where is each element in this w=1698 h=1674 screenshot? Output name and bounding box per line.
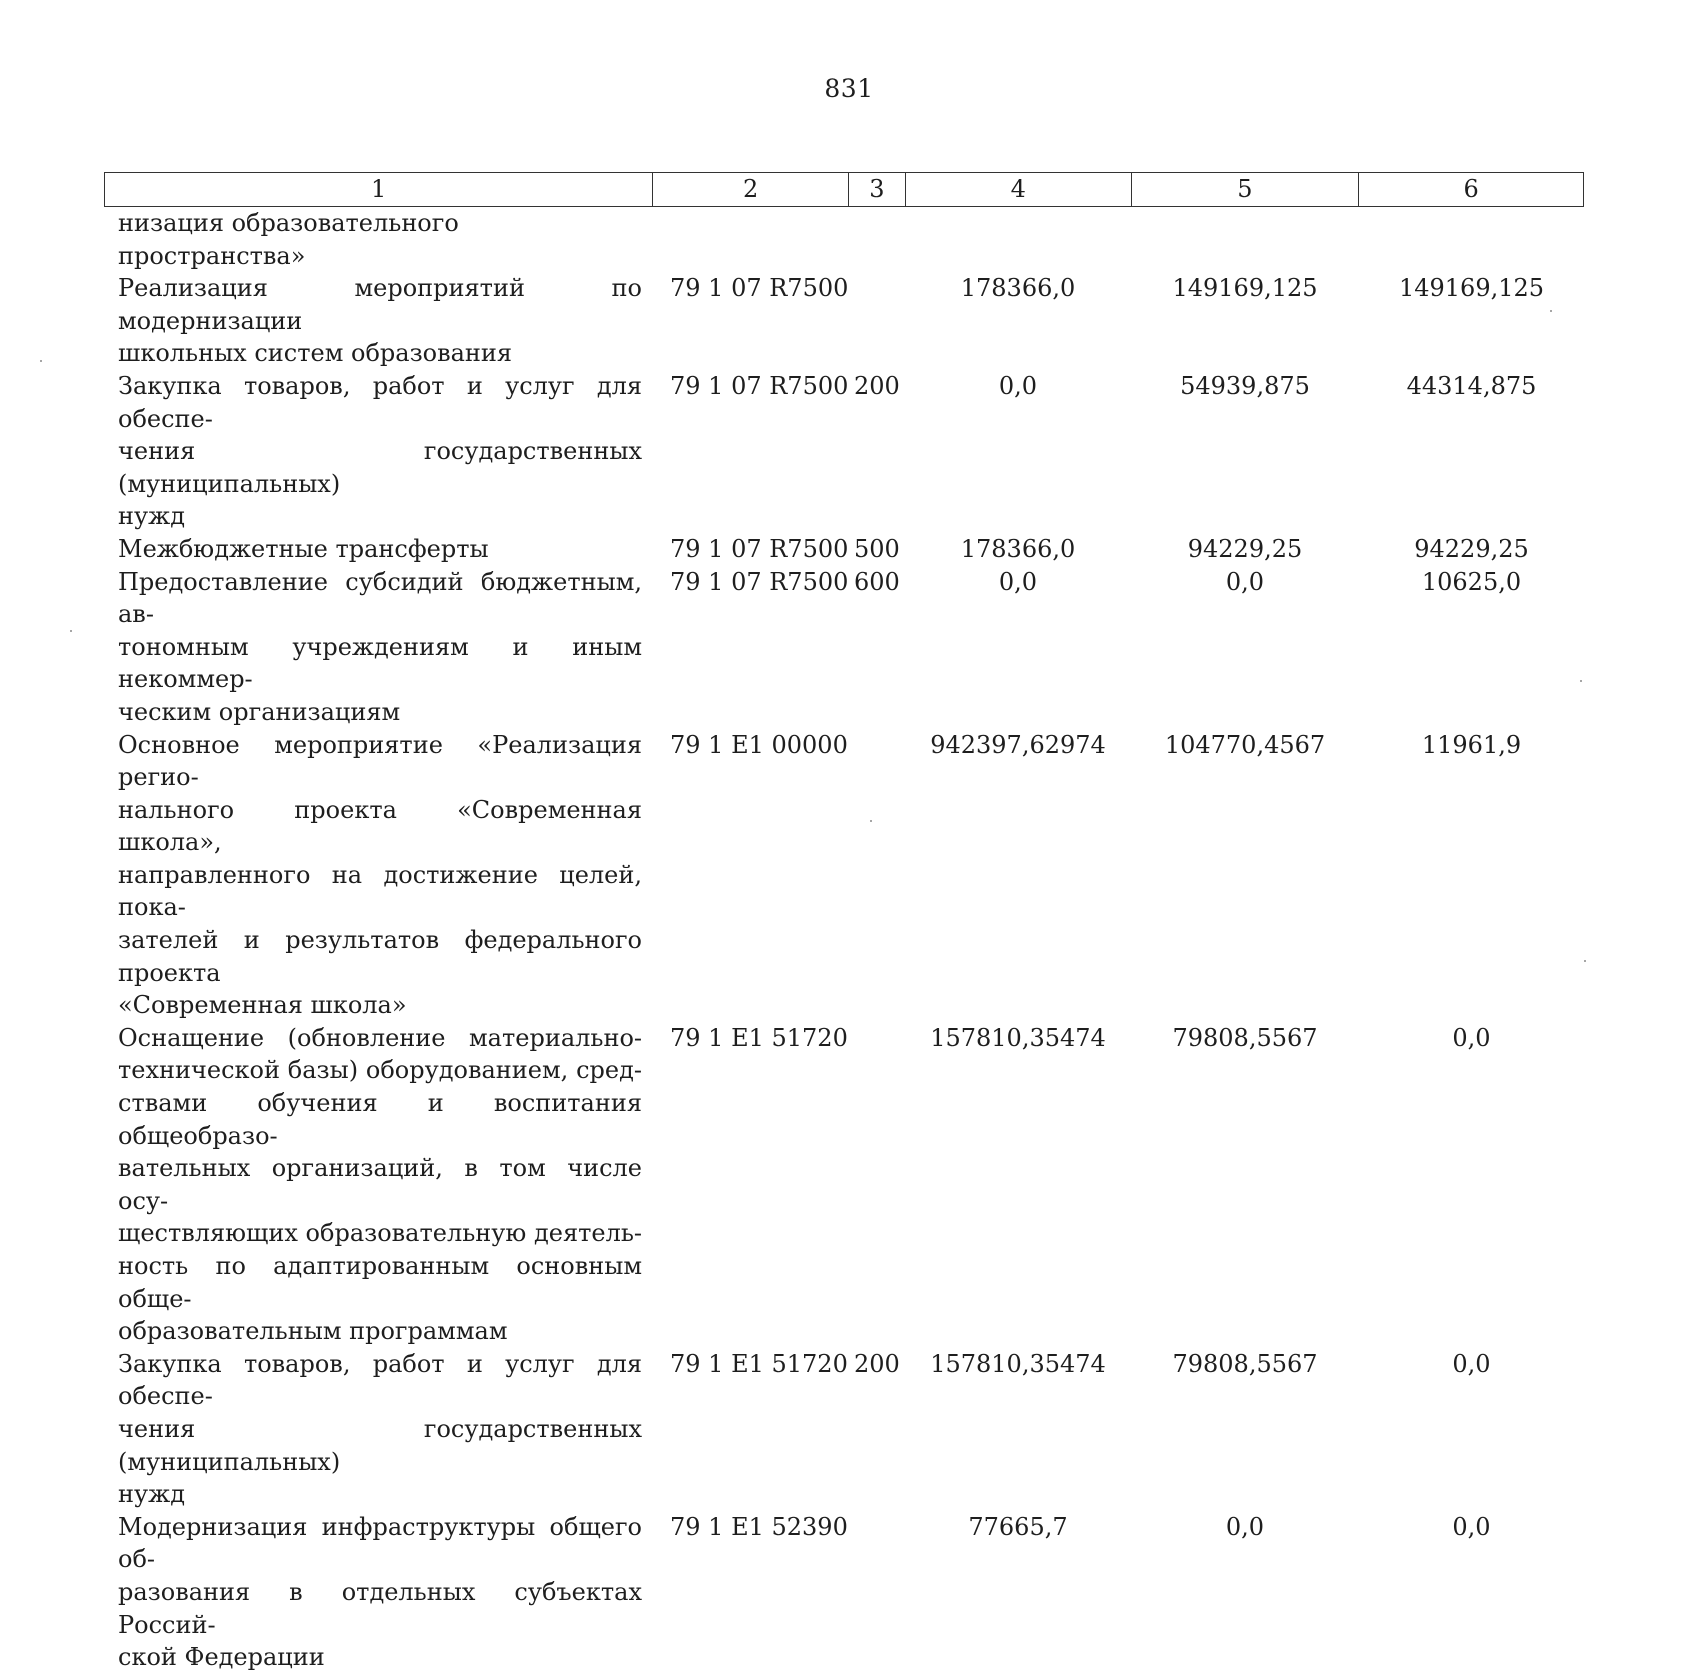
table-row (104, 1511, 1584, 1674)
row-value-col4: 77665,7 (968, 1512, 1068, 1541)
row-value-col6: 11961,9 (1421, 730, 1522, 759)
description-line: тономным учреждениям и иным некоммер- (118, 632, 642, 694)
row-description (104, 272, 652, 370)
row-code: 79 1 07 R7500 (670, 567, 849, 596)
row-expense-type (848, 1511, 905, 1674)
description-line: Предоставление субсидий бюджетным, ав- (118, 567, 642, 629)
row-value-col6: 0,0 (1452, 1023, 1491, 1052)
row-value-col4: 178366,0 (960, 274, 1076, 303)
header-col-4: 4 (905, 173, 1131, 206)
row-code: 79 1 07 R7500 (670, 534, 849, 563)
row-code: 79 1 E1 52390 (670, 1512, 848, 1541)
description-line: нального проекта «Современная школа», (118, 795, 642, 857)
row-description (104, 207, 652, 272)
row-code (652, 207, 848, 272)
table-row (104, 729, 1584, 1022)
description-line: ской Федерации (118, 1643, 325, 1672)
scan-speck (70, 630, 72, 632)
table-row (104, 207, 1584, 272)
row-value-col5 (1131, 207, 1359, 272)
description-line: ность по адаптированным основным обще- (118, 1252, 642, 1313)
row-value-col6: 44314,875 (1406, 371, 1537, 400)
row-description (104, 566, 652, 729)
row-description (104, 1022, 652, 1348)
row-value-col5: 149169,125 (1172, 274, 1318, 303)
description-line: Закупка товаров, работ и услуг для обеспе- (118, 1349, 642, 1411)
description-line: Межбюджетные трансферты (118, 534, 489, 563)
scan-speck (40, 360, 42, 362)
description-line: ществляющих образовательную деятель- (118, 1219, 642, 1248)
description-line: Модернизация инфраструктуры общего об- (118, 1512, 642, 1574)
description-line: разования в отдельных субъектах Россий- (118, 1577, 642, 1639)
description-line: зателей и результатов федерального проекта (118, 926, 642, 987)
row-code: 79 1 E1 00000 (670, 730, 848, 759)
table-header-row (104, 172, 1584, 207)
header-col-6: 6 (1358, 173, 1583, 206)
header-col-1: 1 (370, 175, 387, 203)
row-expense-type: 200 (854, 371, 900, 400)
description-line: Основное мероприятие «Реализация регио- (118, 730, 642, 792)
row-expense-type: 200 (854, 1349, 900, 1378)
row-description (104, 729, 652, 1022)
row-value-col4: 0,0 (998, 567, 1038, 596)
row-description (104, 370, 652, 533)
table-row (104, 1022, 1584, 1348)
row-expense-type (848, 729, 905, 1022)
row-code: 79 1 E1 51720 (670, 1349, 848, 1378)
table-row (104, 272, 1584, 370)
description-line: Реализация мероприятий по модернизации (118, 274, 642, 335)
scan-speck (1550, 310, 1552, 312)
table-row (104, 370, 1584, 533)
budget-table (104, 172, 1584, 1674)
row-expense-type: 600 (854, 567, 900, 596)
row-expense-type (848, 207, 905, 272)
description-line: Закупка товаров, работ и услуг для обеспе- (118, 371, 642, 433)
row-value-col6: 10625,0 (1421, 567, 1522, 596)
description-line: нужд (118, 1480, 185, 1509)
scan-speck (1584, 960, 1586, 962)
row-value-col6: 149169,125 (1398, 274, 1545, 303)
row-code: 79 1 E1 51720 (670, 1023, 848, 1052)
table-row (104, 1348, 1584, 1511)
header-col-5: 5 (1131, 173, 1359, 206)
scan-speck (1580, 680, 1582, 682)
table-row (104, 533, 1584, 566)
row-value-col6: 94229,25 (1414, 534, 1529, 563)
scan-speck (870, 820, 872, 822)
row-value-col5: 0,0 (1225, 1512, 1265, 1541)
description-line: «Современная школа» (118, 991, 407, 1020)
row-value-col4 (905, 207, 1131, 272)
row-value-col5: 54939,875 (1180, 371, 1310, 400)
description-line: образовательным программам (118, 1317, 508, 1346)
description-line: ческим организациям (118, 697, 401, 726)
row-description (104, 533, 652, 566)
row-description (104, 1348, 652, 1511)
table-row (104, 566, 1584, 729)
description-line: вательных организаций, в том числе осу- (118, 1154, 642, 1215)
description-line: низация образовательного пространства» (118, 209, 459, 270)
header-col-2: 2 (652, 173, 848, 206)
description-line: нужд (118, 502, 185, 531)
row-value-col6 (1359, 207, 1584, 272)
description-line: чения государственных (муниципальных) (118, 1414, 642, 1476)
row-expense-type: 500 (854, 534, 900, 563)
row-value-col4: 157810,35474 (930, 1023, 1106, 1052)
row-value-col5: 0,0 (1225, 567, 1265, 596)
row-expense-type (848, 272, 905, 370)
row-value-col6: 0,0 (1452, 1349, 1491, 1378)
page-number: 831 (824, 74, 874, 103)
row-value-col5: 79808,5567 (1172, 1023, 1318, 1052)
row-code: 79 1 07 R7500 (670, 274, 849, 303)
description-line: технической базы) оборудованием, сред- (118, 1056, 642, 1085)
row-value-col6: 0,0 (1452, 1512, 1491, 1541)
row-value-col4: 0,0 (998, 371, 1038, 400)
description-line: направленного на достижение целей, пока- (118, 860, 642, 922)
row-value-col4: 178366,0 (960, 534, 1076, 563)
row-value-col5: 104770,4567 (1164, 730, 1326, 759)
row-value-col5: 94229,25 (1187, 534, 1303, 563)
row-expense-type (848, 1022, 905, 1348)
row-value-col4: 157810,35474 (930, 1349, 1106, 1378)
description-line: Оснащение (обновление материально- (118, 1023, 642, 1052)
row-value-col4: 942397,62974 (930, 730, 1106, 759)
row-code: 79 1 07 R7500 (670, 371, 849, 400)
table-body (104, 207, 1584, 1674)
header-col-3: 3 (848, 173, 905, 206)
description-line: школьных систем образования (118, 339, 513, 368)
row-description (104, 1511, 652, 1674)
row-value-col5: 79808,5567 (1172, 1349, 1318, 1378)
description-line: ствами обучения и воспитания общеобразо- (118, 1089, 642, 1150)
description-line: чения государственных (муниципальных) (118, 437, 642, 498)
